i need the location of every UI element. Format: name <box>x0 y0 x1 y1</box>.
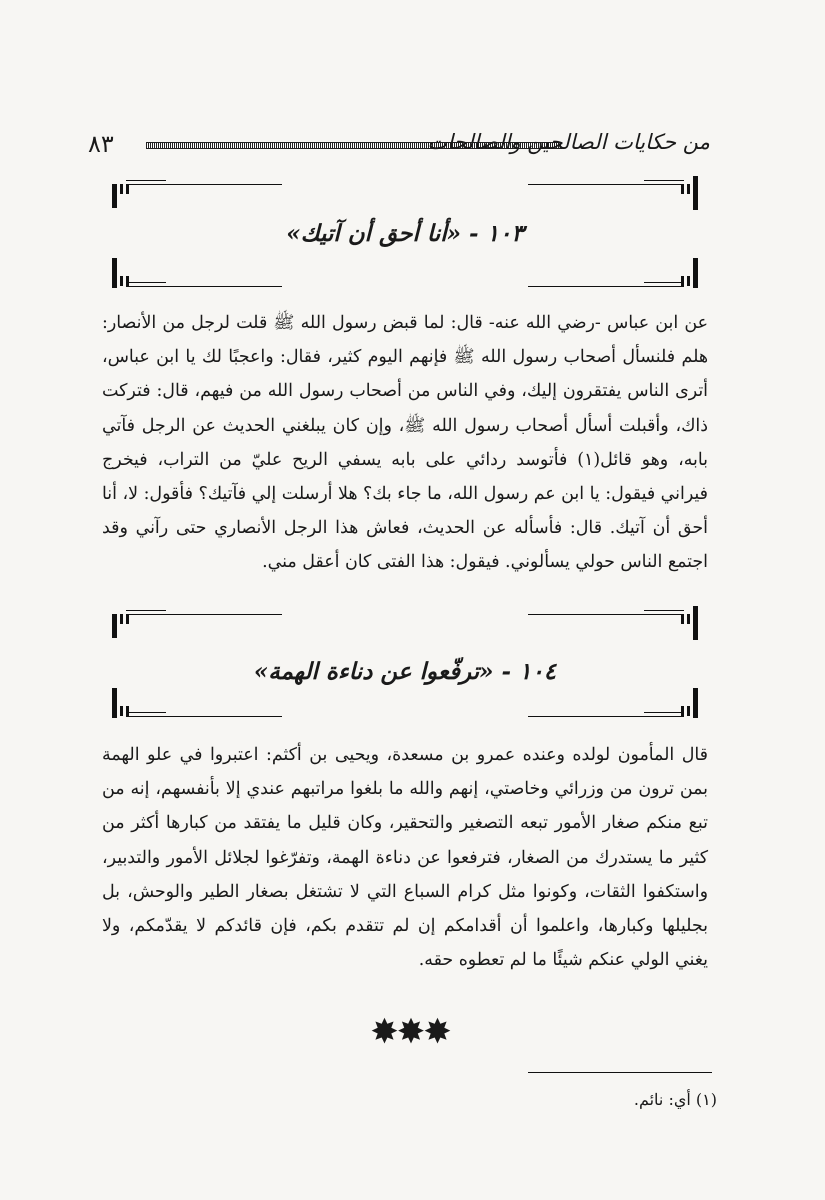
section-body <box>102 738 708 977</box>
paragraph: عن ابن عباس -رضي الله عنه- قال: لما قبض رسول الله ﷺ قلت لرجل من الأنصار: هلم فلنسأل أصحاب رسول الله ﷺ فإنهم اليوم كثير، فقال: واعجبًا لك يا ابن عباس، أترى الناس يفتقرون إليك، وفي الناس من أصحاب رسول الله من فيهم، قال: فتركت ذاك، وأقبلت أسأل أصحاب رسول الله ﷺ، وإن كان يبلغني الحديث عن الرجل فآتي بابه، وهو قائل(١) فأتوسد ردائي على بابه يسفي الريح عليّ من التراب، فيخرج فيراني فيقول: يا ابن عم رسول الله، ما جاء بك؟ هلا أرسلت إلي فآتيك؟ فأقول: لا، أنا أحق أن آتيك. قال: فأسأله عن الحديث، فعاش هذا الرجل الأنصاري حتى رآني وقد اجتمع الناس حولي يسألوني. فيقول: هذا الفتى كان أعقل مني. <box>102 313 708 573</box>
section-body <box>102 306 708 580</box>
page-number: ٨٣ <box>88 130 114 158</box>
section-title: ١٠٤ - «ترفّعوا عن دناءة الهمة» <box>253 658 557 685</box>
section-title: ١٠٣ - «أنا أحق أن آتيك» <box>286 220 524 247</box>
footnote: (١) أي: نائم. <box>633 1090 717 1109</box>
section-title-frame <box>112 176 698 292</box>
running-header <box>88 130 710 160</box>
footnote-rule <box>528 1072 712 1073</box>
paragraph: قال المأمون لولده وعنده عمرو بن مسعدة، ويحيى بن أكثم: اعتبروا في علو الهمة بمن ترون من وزرائي وخاصتي، إنهم والله ما بلغوا مراتبهم عندي إلا بأنفسهم، إنه من تبع منكم صغار الأمور تبعه التصغير والتحقير، وكان قليل ما يفتقد من كبارها أكثر من كثير ما يستدرك من الصغار، فترفعوا عن دناءة الهمة، وتفرّغوا لجلائل الأمور والتدبير، واستكفوا الثقات، وكونوا مثل كرام السباع التي لا تشتغل بصغار الطير والوحش، بل بجليلها وكبارها، واعلموا أن أقدامكم إن لم تتقدم بكم، فإن قائدكم لا يقدّمكم، ولا يغني الولي عنكم شيئًا ما لم تعطوه حقه. <box>102 745 708 971</box>
book-title: من حكايات الصالحين والصالحات <box>427 130 710 154</box>
star-separator-icon: ✸✸✸ <box>370 1012 450 1052</box>
section-title-frame <box>112 606 698 722</box>
